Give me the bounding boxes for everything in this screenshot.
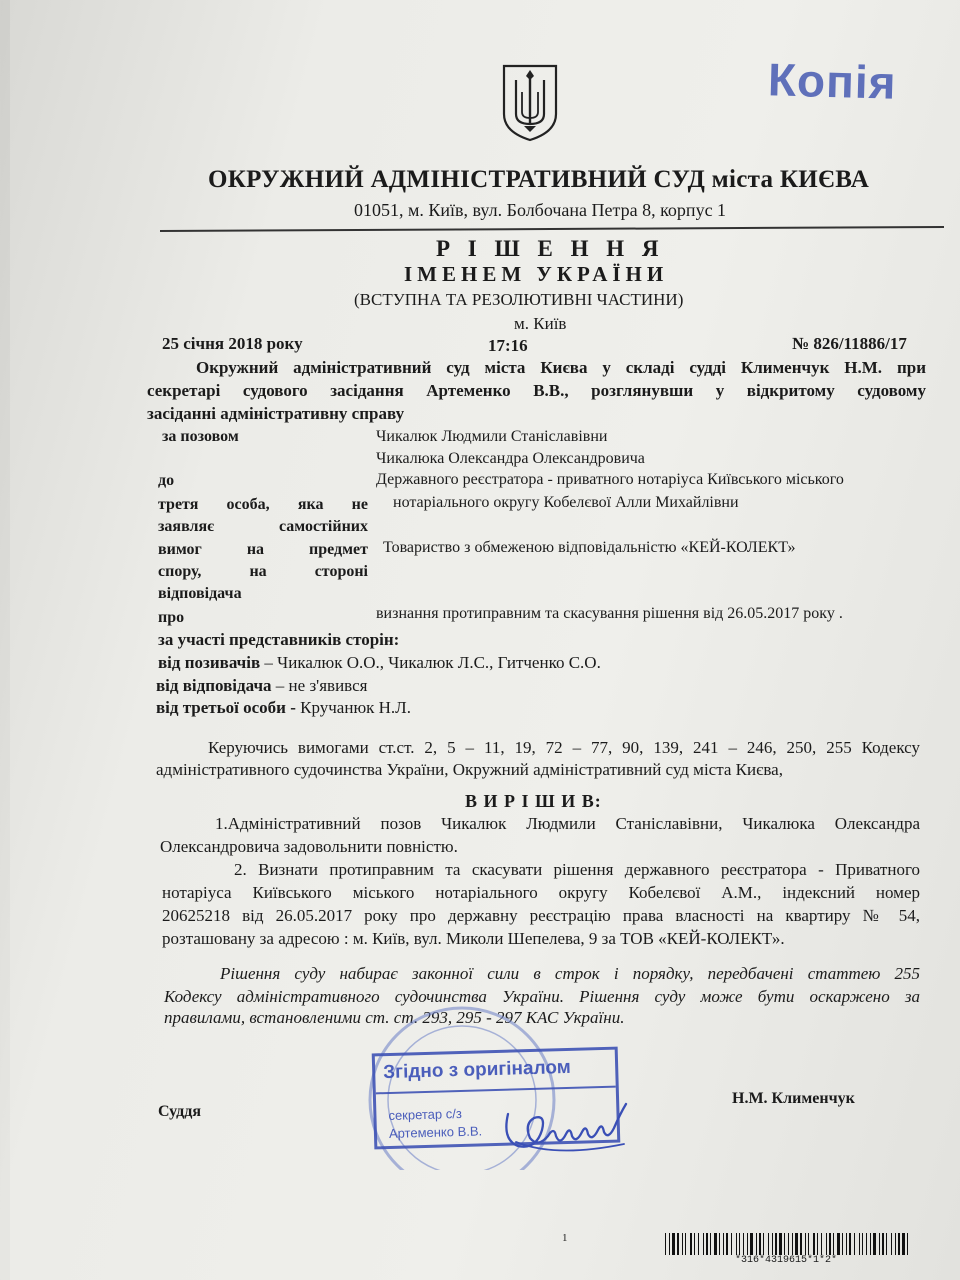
barcode-bar [813,1233,815,1255]
barcode-bar [842,1233,843,1255]
barcode-bar [665,1233,666,1255]
barcode-bar [743,1233,744,1255]
barcode-bar [873,1233,876,1255]
barcode-bar [829,1233,831,1255]
barcode-bar [837,1233,840,1255]
decision-line: 20625218 від 26.05.2017 року про державну реєстрацію права власності на квартиру № 54, [162,906,920,925]
decision-line: розташовану за адресою : м. Київ, вул. Миколи Шепелева, 9 за ТОВ «КЕЙ-КОЛЕКТ». [162,929,785,948]
barcode-bar [792,1233,793,1255]
defendant: Державного реєстратора - приватного нотаріуса Київського міського [376,471,844,488]
third-rep-label: від третьої особи - [156,698,296,717]
barcode-bar [739,1233,740,1255]
barcode-bar [750,1233,753,1255]
barcode-bar [772,1233,773,1255]
plaintiffs-label: від позивачів [158,653,261,672]
claim-label: за позовом [162,428,239,445]
barcode-bar [882,1233,884,1255]
barcode-bar [870,1233,871,1255]
document-parts: (ВСТУПНА ТА РЕЗОЛЮТИВНІ ЧАСТИНИ) [354,290,684,309]
barcode-bar [907,1233,908,1255]
barcode-bar [768,1233,769,1255]
barcode-text: *316*4319615*1*2* [735,1255,838,1266]
barcode-bar [879,1233,880,1255]
barcode-bar [826,1233,827,1255]
claimant: Чикалюк Людмили Станіславівни [376,428,608,445]
third-party-label: відповідача [158,585,242,602]
barcode-bar [690,1233,692,1255]
court-name: ОКРУЖНИЙ АДМІНІСТРАТИВНИЙ СУД міста КИЄВА [208,166,870,193]
barcode-bar [710,1233,711,1255]
barcode-bar [723,1233,724,1255]
barcode-bar [833,1233,834,1255]
barcode-bar [703,1233,704,1255]
document-page [10,0,960,1280]
final-note-line: правилами, встановленими ст. ст. 293, 295 - 297 КАС України. [164,1008,625,1027]
barcode-bar [775,1233,777,1255]
defendant-rep-label: від відповідача [156,676,272,695]
barcode-bar [821,1233,822,1255]
judge-name: Н.М. Клименчук [732,1090,855,1107]
decision-line: 1.Адміністративний позов Чикалюк Людмили Станіславівни, Чикалюка Олександра [215,814,920,833]
barcode-bar [891,1233,892,1255]
plaintiffs-value: – Чикалюк О.О., Чикалюк Л.С., Гитченко С.О. [260,653,601,672]
barcode-bar [719,1233,720,1255]
barcode-bar [808,1233,809,1255]
final-note-line: Рішення суду набирає законної сили в строк і порядку, передбачені статтею 255 [220,964,920,983]
decision-line: Олександровича задовольнити повністю. [160,837,458,856]
coat-of-arms-icon [500,62,560,149]
document-time: 17:16 [488,336,528,355]
decision-line: 2. Визнати протиправним та скасувати рішення державного реєстратора - Приватного [234,860,920,879]
document-title: Р І Ш Е Н Н Я [436,236,665,261]
barcode-bar [736,1233,737,1255]
barcode-bar [731,1233,732,1255]
barcode-bar [795,1233,798,1255]
final-note-line: Кодексу адміністративного судочинства України. Рішення суду може бути оскаржено за [164,987,920,1006]
barcode-bar [784,1233,785,1255]
representatives-heading: за участі представників сторін: [158,630,400,649]
barcode-bar [747,1233,748,1255]
subject-label: про [158,609,185,626]
defendant-rep-value: – не з'явився [271,676,368,695]
barcode-bar [846,1233,847,1255]
handwritten-signature [496,1084,636,1164]
representatives-plaintiffs [158,653,601,673]
certification-title: Згідно з оригіналом [382,1056,572,1084]
representatives-third [156,698,411,718]
header-divider [160,226,944,232]
guided-by-line: Керуючись вимогами ст.ст. 2, 5 – 11, 19, 72 – 77, 90, 139, 241 – 246, 250, 255 Кодексу [208,738,920,757]
representatives-defendant [156,676,367,696]
barcode-bar [886,1233,887,1255]
subject: визнання протиправним та скасування рішення від 26.05.2017 року . [376,605,843,622]
certification-secretary: секретар с/з [388,1105,463,1124]
copy-stamp: Копія [767,53,898,109]
barcode-bar [854,1233,855,1255]
barcode-bar [759,1233,761,1255]
intro-line: Окружний адміністративний суд міста Києва у складі судді Клименчук Н.М. при [196,358,926,377]
third-party-label: спору, на стороні [158,563,368,580]
document-city: м. Київ [514,314,567,333]
barcode-bar [682,1233,683,1255]
court-address: 01051, м. Київ, вул. Болбочана Петра 8, корпус 1 [354,200,727,220]
page-number: 1 [562,1232,568,1244]
intro-line: секретарі судового засідання Артеменко В.В., розглянувши у відкритому судовому [147,381,926,400]
barcode-bar [756,1233,757,1255]
barcode-bar [698,1233,699,1255]
third-party-label: вимог на предмет [158,541,368,558]
barcode-bar [800,1233,802,1255]
defendant: нотаріального округу Кобелєвої Алли Михайлівни [393,494,739,511]
barcode-bar [898,1233,900,1255]
document-subtitle: ІМЕНЕМ УКРАЇНИ [404,262,669,286]
intro-line: засіданні адміністративну справу [147,404,405,423]
barcode-bar [677,1233,679,1255]
third-party: Товариство з обмеженою відповідальністю «КЕЙ-КОЛЕКТ» [383,539,796,556]
claimant: Чикалюка Олександра Олександровича [376,450,645,467]
barcode-bar [866,1233,867,1255]
barcode-bar [694,1233,695,1255]
third-rep-value: Кручанюк Н.Л. [295,698,411,717]
third-party-label: третя особа, яка не [158,496,368,513]
barcode-bar [895,1233,896,1255]
barcode-bar [902,1233,905,1255]
barcode-bar [788,1233,789,1255]
barcode-bar [669,1233,670,1255]
third-party-label: заявляє самостійних [158,518,368,535]
judge-label: Суддя [158,1103,201,1120]
barcode-bar [714,1233,717,1255]
barcode-bar [859,1233,860,1255]
decided-heading: В И Р І Ш И В: [465,791,602,811]
barcode-bar [685,1233,686,1255]
barcode-bar [817,1233,818,1255]
barcode-bar [726,1233,728,1255]
certification-name: Артеменко В.В. [388,1123,483,1141]
barcode-bar [862,1233,863,1255]
barcode-bar [763,1233,764,1255]
barcode-bar [706,1233,708,1255]
case-number: № 826/11886/17 [792,334,907,353]
barcode-bar [849,1233,851,1255]
defendant-label: до [158,472,175,489]
barcode-bar [779,1233,782,1255]
guided-by-line: адміністративного судочинства України, Окружний адміністративний суд міста Києва, [156,760,783,779]
barcode-bar [672,1233,675,1255]
document-date: 25 січня 2018 року [162,334,303,353]
barcode-bar [805,1233,806,1255]
decision-line: нотаріуса Київського міського нотаріального округу Кобелєвої А.М., індексний номер [162,883,920,902]
